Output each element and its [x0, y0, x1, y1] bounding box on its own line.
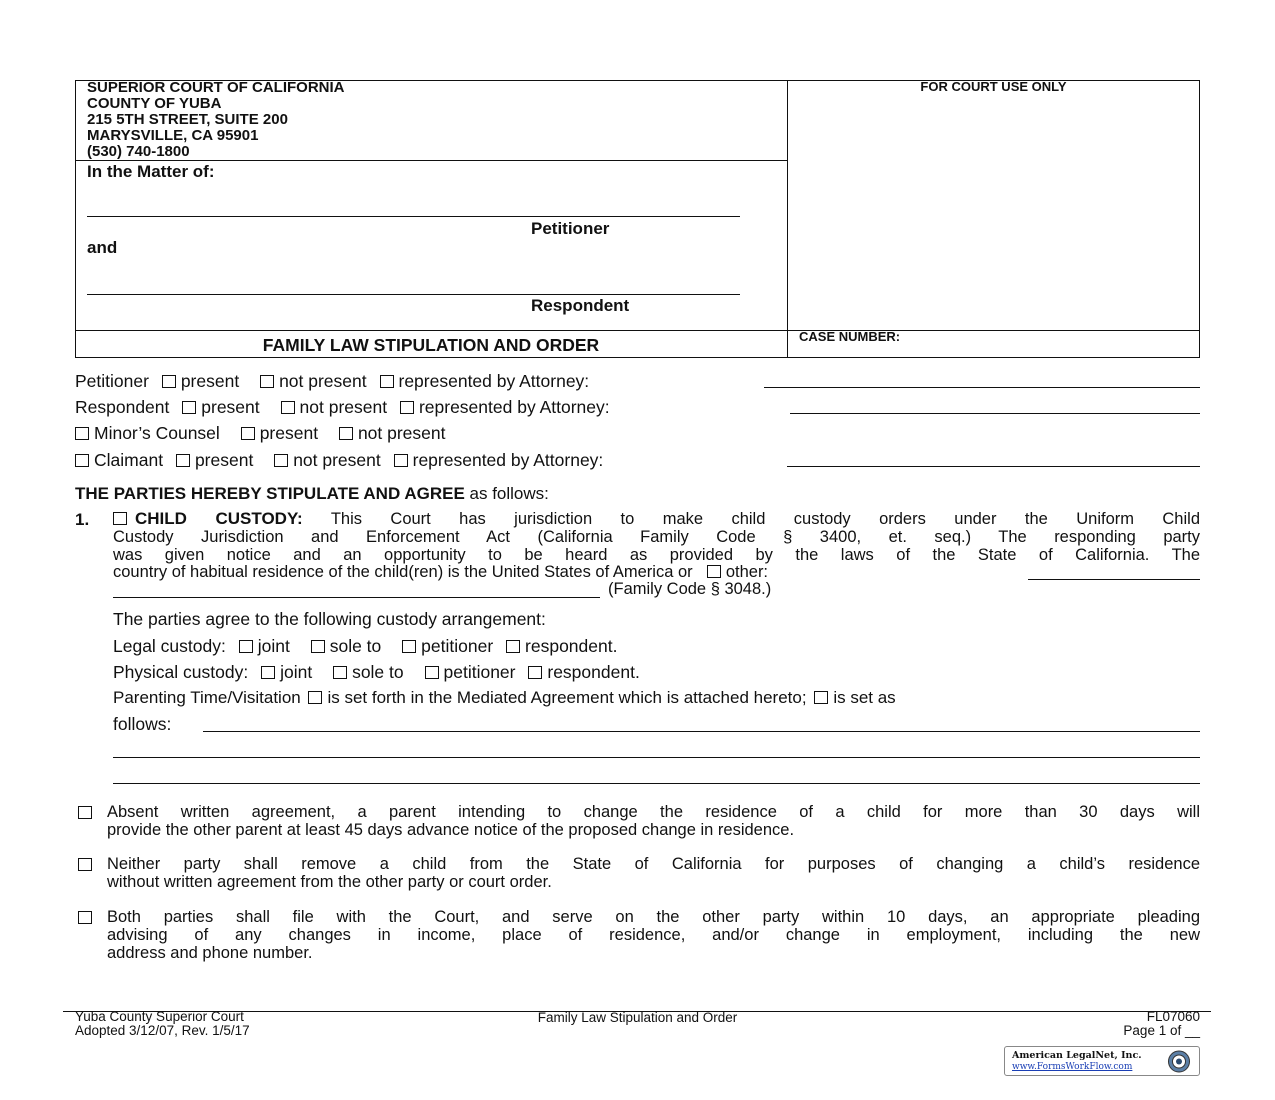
present-label: present: [194, 450, 254, 470]
petitioner-attendance-row: [75, 371, 589, 391]
petitioner-name-field[interactable]: [87, 216, 740, 217]
petitioner-represented-checkbox[interactable]: [380, 375, 394, 388]
removal-prohibition-clause: [107, 855, 1200, 891]
respondent-option-label: respondent.: [525, 636, 618, 656]
follows-label: follows:: [113, 714, 172, 734]
clause-line: provide the other parent at least 45 days advance notice of the proposed change in residence.: [107, 821, 795, 839]
clause-line: advising of any changes in income, place of residence, and/or change in employment, including the new: [107, 926, 1200, 944]
visitation-field-line[interactable]: [203, 731, 1200, 732]
represented-label: represented by Attorney:: [412, 450, 604, 470]
claimant-label: Claimant: [94, 450, 164, 470]
present-label: present: [259, 423, 319, 443]
form-number: FL07060: [1146, 1009, 1200, 1024]
physical-custody-label: Physical custody:: [113, 662, 249, 682]
matter-label: In the Matter of:: [87, 162, 215, 181]
court-city-line: MARYSVILLE, CA 95901: [87, 127, 259, 144]
sole-to-label: sole to: [329, 636, 382, 656]
legal-custody-row: [113, 636, 617, 656]
family-code-reference: (Family Code § 3048.): [608, 580, 772, 598]
legal-custody-label: Legal custody:: [113, 636, 226, 656]
set-as-label: is set as: [833, 688, 896, 707]
claimant-not-present-checkbox[interactable]: [274, 454, 288, 467]
claimant-present-checkbox[interactable]: [176, 454, 190, 467]
petitioner-present-checkbox[interactable]: [162, 375, 176, 388]
legal-joint-checkbox[interactable]: [239, 640, 253, 653]
custody-line: [113, 510, 1200, 528]
court-use-only-label: FOR COURT USE ONLY: [920, 79, 1067, 94]
divider: [75, 160, 787, 161]
court-street-line: 215 5TH STREET, SUITE 200: [87, 111, 288, 128]
clause-line: Both parties shall file with the Court, and serve on the other party within 10 days, an appropriate pleading: [107, 908, 1200, 926]
respondent-represented-checkbox[interactable]: [400, 401, 414, 414]
caption-divider: [787, 80, 788, 358]
page-number: Page 1 of __: [1123, 1023, 1200, 1038]
footer-left: [75, 1010, 250, 1038]
not-present-label: not present: [299, 397, 388, 417]
mediated-agreement-text: is set forth in the Mediated Agreement which is attached hereto;: [327, 688, 807, 707]
legalnet-badge[interactable]: [1004, 1046, 1200, 1076]
change-filing-checkbox[interactable]: [78, 911, 92, 924]
physical-respondent-checkbox[interactable]: [528, 666, 542, 679]
set-as-follows-checkbox[interactable]: [814, 691, 828, 704]
badge-company: American LegalNet, Inc.: [1012, 1050, 1142, 1061]
court-address-block: [87, 80, 345, 160]
represented-label: represented by Attorney:: [398, 371, 590, 391]
petitioner-attendance-label: Petitioner: [75, 371, 149, 391]
minors-counsel-label: Minor’s Counsel: [94, 423, 220, 443]
present-label: present: [201, 397, 260, 417]
globe-icon: [1165, 1049, 1193, 1074]
clause-line: without written agreement from the other party or court order.: [107, 873, 552, 891]
claimant-attendance-row: [75, 450, 603, 470]
respondent-attendance-row: [75, 397, 610, 417]
petitioner-option-label: petitioner: [421, 636, 494, 656]
custody-jurisdiction-paragraph: [113, 510, 1200, 564]
court-county-line: COUNTY OF YUBA: [87, 95, 222, 112]
respondent-option-label: respondent.: [547, 662, 640, 682]
section-number: 1.: [75, 510, 90, 529]
physical-custody-row: [113, 662, 640, 682]
and-label: and: [87, 238, 118, 257]
mediated-agreement-checkbox[interactable]: [308, 691, 322, 704]
relocation-notice-clause: [107, 803, 1200, 839]
clause-line: address and phone number.: [107, 944, 313, 962]
visitation-field-line[interactable]: [113, 783, 1200, 784]
minors-counsel-attendance-row: [75, 423, 446, 443]
claimant-checkbox[interactable]: [75, 454, 89, 467]
joint-label: joint: [257, 636, 290, 656]
minors-counsel-not-present-checkbox[interactable]: [339, 427, 353, 440]
petitioner-not-present-checkbox[interactable]: [260, 375, 274, 388]
change-filing-clause: [107, 908, 1200, 962]
footer-right: [1000, 1010, 1200, 1038]
case-number-label: CASE NUMBER:: [799, 329, 901, 344]
petitioner-attorney-field[interactable]: [764, 387, 1200, 388]
form-title: FAMILY LAW STIPULATION AND ORDER: [262, 335, 600, 355]
clause-line: Absent written agreement, a parent intending to change the residence of a child for more than 30 days will: [107, 803, 1200, 821]
not-present-label: not present: [293, 450, 381, 470]
divider: [75, 330, 1200, 331]
parenting-time-row: [113, 688, 896, 708]
respondent-attorney-field[interactable]: [790, 413, 1200, 414]
stipulation-heading: THE PARTIES HEREBY STIPULATE AND AGREE: [75, 484, 465, 503]
legal-sole-checkbox[interactable]: [311, 640, 325, 653]
claimant-represented-checkbox[interactable]: [394, 454, 408, 467]
stipulation-as-follows: as follows:: [469, 484, 549, 503]
respondent-attendance-label: Respondent: [75, 397, 170, 417]
joint-label: joint: [280, 662, 313, 682]
clause-line: Neither party shall remove a child from the State of California for purposes of changing a child’s residence: [107, 855, 1200, 873]
custody-text: This Court has jurisdiction to make child custody orders under the Uniform Child: [330, 510, 1200, 528]
legal-petitioner-checkbox[interactable]: [402, 640, 416, 653]
visitation-field-line[interactable]: [113, 757, 1200, 758]
court-name-line: SUPERIOR COURT OF CALIFORNIA: [87, 79, 345, 96]
minors-counsel-present-checkbox[interactable]: [241, 427, 255, 440]
not-present-label: not present: [357, 423, 446, 443]
other-country-checkbox[interactable]: [707, 565, 721, 578]
present-label: present: [180, 371, 240, 391]
child-custody-checkbox[interactable]: [113, 512, 127, 525]
stipulation-intro: [75, 484, 549, 504]
legal-respondent-checkbox[interactable]: [506, 640, 520, 653]
respondent-name-field[interactable]: [87, 294, 740, 295]
represented-label: represented by Attorney:: [418, 397, 610, 417]
relocation-notice-checkbox[interactable]: [78, 806, 92, 819]
footer-title: Family Law Stipulation and Order: [537, 1010, 738, 1025]
removal-prohibition-checkbox[interactable]: [78, 858, 92, 871]
court-phone-line: (530) 740-1800: [87, 143, 190, 160]
respondent-not-present-checkbox[interactable]: [281, 401, 295, 414]
footer-court: Yuba County Superior Court: [75, 1009, 244, 1024]
physical-sole-checkbox[interactable]: [333, 666, 347, 679]
arrangement-intro: The parties agree to the following custody arrangement:: [113, 609, 546, 629]
respondent-label: Respondent: [531, 296, 630, 315]
petitioner-label: Petitioner: [531, 219, 610, 238]
child-custody-heading: CHILD CUSTODY:: [135, 509, 303, 528]
physical-joint-checkbox[interactable]: [261, 666, 275, 679]
minors-counsel-checkbox[interactable]: [75, 427, 89, 440]
claimant-attorney-field[interactable]: [787, 466, 1200, 467]
habitual-residence-text: country of habitual residence of the child(ren) is the United States of America or: [113, 563, 693, 581]
physical-petitioner-checkbox[interactable]: [425, 666, 439, 679]
custody-line: Custody Jurisdiction and Enforcement Act (California Family Code § 3400, et. seq.) The responding party: [113, 528, 1200, 546]
sole-to-label: sole to: [352, 662, 404, 682]
footer-adopted: Adopted 3/12/07, Rev. 1/5/17: [75, 1023, 250, 1038]
custody-line: was given notice and an opportunity to be heard as provided by the laws of the State of California. The: [113, 546, 1200, 564]
other-label: other:: [725, 563, 769, 581]
parenting-time-label: Parenting Time/Visitation: [113, 688, 301, 707]
respondent-present-checkbox[interactable]: [182, 401, 196, 414]
petitioner-option-label: petitioner: [443, 662, 516, 682]
other-country-field-continued[interactable]: [113, 597, 600, 598]
other-country-field[interactable]: [1028, 579, 1200, 580]
not-present-label: not present: [279, 371, 367, 391]
badge-url[interactable]: www.FormsWorkFlow.com: [1012, 1062, 1133, 1072]
